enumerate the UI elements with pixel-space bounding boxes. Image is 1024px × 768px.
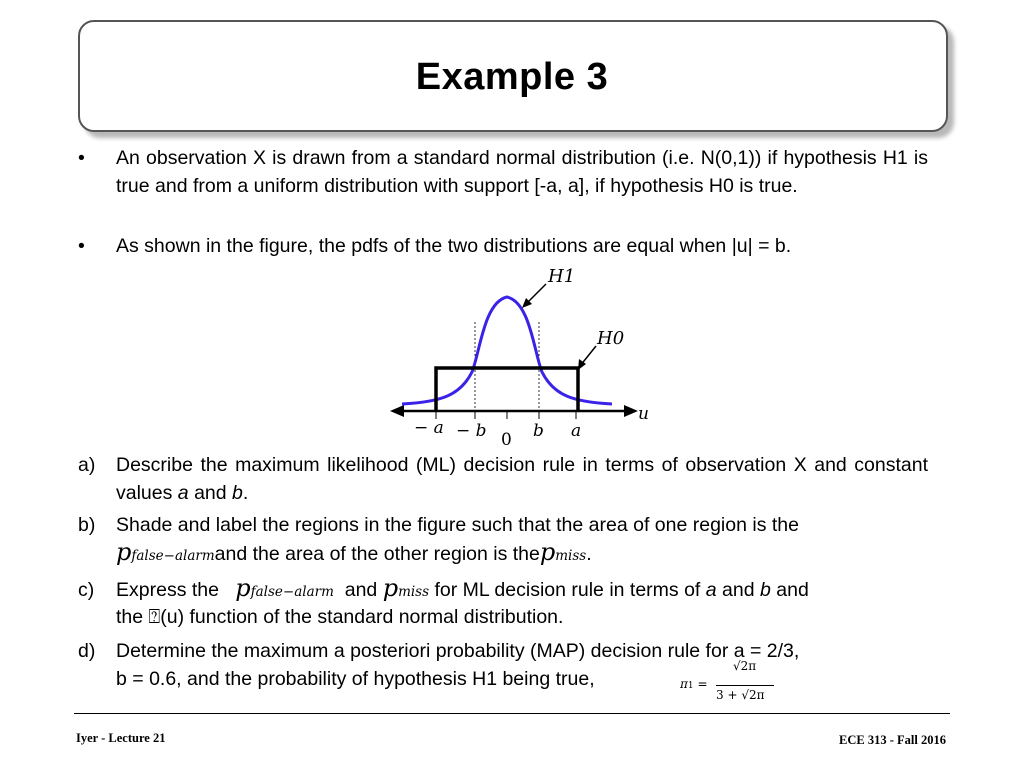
axis-arrow-right (624, 405, 638, 417)
question-d-line1: Determine the maximum a posteriori probability (MAP) decision rule for a = 2/3, (116, 640, 800, 662)
question-d-line2: b = 0.6, and the probability of hypothesis H1 being true, (116, 668, 595, 690)
bullet-text-2: As shown in the figure, the pdfs of the two distributions are equal when |u| = b. (116, 235, 792, 257)
question-b-line1: Shade and label the regions in the figure such that the area of one region is the (116, 514, 799, 536)
label-h0: H0 (597, 328, 625, 349)
tick-label-b: b (533, 421, 544, 441)
question-c-line1: Express the pfalse−alarm and pmiss for ML decision rule in terms of a and b and (116, 574, 809, 602)
tick-label-zero: 0 (501, 430, 512, 450)
question-c-line2: the ⍰(u) function of the standard normal distribution. (116, 606, 564, 628)
question-c-mark: c) (78, 579, 95, 601)
bullet-text-1: An observation X is drawn from a standard normal distribution (i.e. N(0,1)) if hypothesis H1 is true and from a uniform distribution with support [-a, a], if hypothesis H0 is true. (116, 147, 928, 197)
question-b-line2: pfalse−alarmand the area of the other region is thepmiss. (116, 538, 592, 566)
tick-label-a: a (571, 421, 582, 441)
pdf-figure (380, 262, 660, 452)
h1-curve (402, 297, 612, 404)
bullet-marker: • (78, 147, 85, 169)
question-b-mark: b) (78, 514, 96, 536)
axis-u-label: u (638, 404, 649, 424)
axis-arrow-left (390, 405, 404, 417)
label-h1: H1 (548, 266, 576, 287)
fraction-numerator: √2π (733, 659, 757, 673)
footer-divider (74, 713, 950, 714)
fraction-denominator: 3 + √2π (716, 688, 765, 702)
tick-label-neg-b: − b (456, 421, 487, 441)
pi-symbol: π1 = (680, 677, 708, 691)
fraction-bar (716, 685, 774, 686)
footer-course: ECE 313 - Fall 2016 (839, 733, 946, 747)
question-d-mark: d) (78, 640, 96, 662)
bullet-marker: • (78, 235, 85, 257)
tick-label-neg-a: − a (414, 418, 444, 438)
question-a-text: Describe the maximum likelihood (ML) decision rule in terms of observation X and constant values a and b. (116, 454, 928, 504)
footer-lecture: Iyer - Lecture 21 (76, 731, 166, 745)
question-a-mark: a) (78, 454, 96, 476)
slide-title: Example 3 (415, 56, 609, 98)
